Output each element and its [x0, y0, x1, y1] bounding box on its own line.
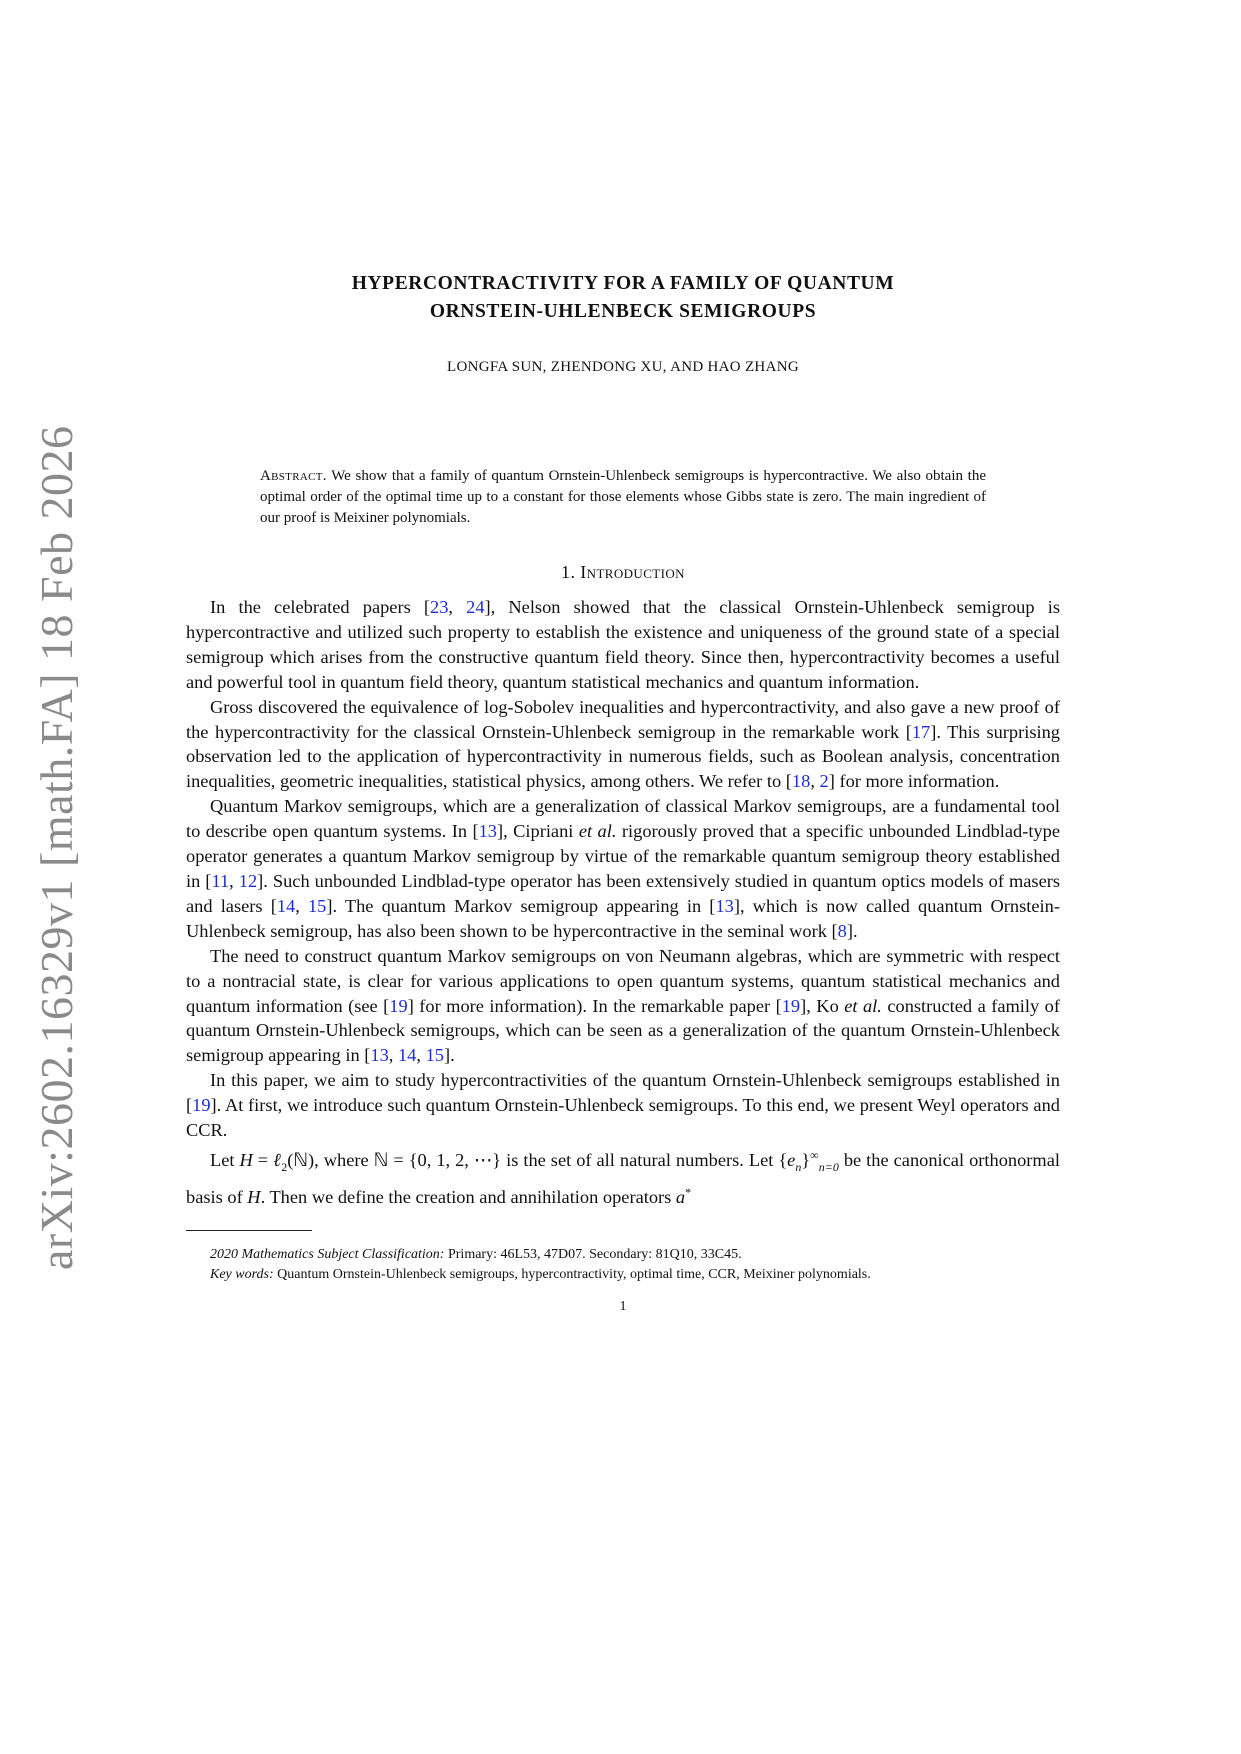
- paragraph-3: Quantum Markov semigroups, which are a generalization of classical Markov semigroups, are a fundamental tool to describe open quantum systems. In [13], Cipriani et al. rigorously proved that a specific unbounded Lindblad-type operator generates a quantum Markov semigroup by virtue of the remarkable quantum semigroup theory established in [11, 12]. Such unbounded Lindblad-type operator has been extensively studied in quantum optics models of masers and lasers [14, 15]. The quantum Markov semigroup appearing in [13], which is now called quantum Ornstein-Uhlenbeck semigroup, has also been shown to be hypercontractive in the seminal work [8].: [186, 796, 1061, 941]
- citation-link[interactable]: 11: [211, 870, 230, 891]
- arxiv-identifier-stamp: arXiv:2602.16329v1 [math.FA] 18 Feb 2026: [31, 425, 82, 1270]
- paragraph-5: In this paper, we aim to study hypercontractivities of the quantum Ornstein-Uhlenbeck semigroups established in [19]. At first, we introduce such quantum Ornstein-Uhlenbeck semigroups. To this end, we present Weyl operators and CCR.: [186, 1070, 1060, 1141]
- paper-title: [186, 270, 1060, 326]
- page-number: 1: [619, 1298, 627, 1314]
- paragraph-1: In the celebrated papers [23, 24], Nelson showed that the classical Ornstein-Uhlenbeck semigroup is hypercontractive and utilized such property to establish the existence and uniqueness of the ground state of a special semigroup which arises from the constructive quantum field theory. Since then, hypercontractivity becomes a useful and powerful tool in quantum field theory, quantum statistical mechanics and quantum information.: [186, 597, 1060, 692]
- abstract-text: We show that a family of quantum Ornstein-Uhlenbeck semigroups is hypercontractive. We also obtain the optimal order of the optimal time up to a constant for those elements whose Gibbs state is zero. The main ingredient of our proof is Meixiner polynomials.: [260, 468, 986, 526]
- section-number: 1.: [561, 562, 576, 582]
- citation-link[interactable]: 17: [911, 721, 931, 742]
- citation-link[interactable]: 2: [819, 771, 829, 792]
- paragraph-2: Gross discovered the equivalence of log-Sobolev inequalities and hypercontractivity, and also gave a new proof of the hypercontractivity for the classical Ornstein-Uhlenbeck semigroup in the remarkable work [17]. This surprising observation led to the application of hypercontractivity in numerous fields, such as Boolean analysis, concentration inequalities, geometric inequalities, statistical physics, among others. We refer to [18, 2] for more information.: [186, 696, 1061, 792]
- citation-link[interactable]: 13: [715, 895, 734, 916]
- footnote-keywords: Key words: Quantum Ornstein-Uhlenbeck semigroups, hypercontractivity, optimal time, CCR, Meixiner polynomials.: [210, 1266, 871, 1282]
- citation-link[interactable]: 12: [238, 870, 258, 891]
- section-title: Introduction: [580, 562, 685, 582]
- citation-link[interactable]: 18: [791, 771, 811, 792]
- citation-link[interactable]: 19: [389, 995, 408, 1016]
- footnote-rule: [186, 1230, 312, 1231]
- footnote-msc: 2020 Mathematics Subject Classification: Primary: 46L53, 47D07. Secondary: 81Q10, 33C45.: [210, 1246, 742, 1262]
- title-line-1: HYPERCONTRACTIVITY FOR A FAMILY OF QUANTUM: [351, 273, 895, 294]
- citation-link[interactable]: 19: [192, 1095, 211, 1116]
- author-list: LONGFA SUN, ZHENDONG XU, AND HAO ZHANG: [447, 359, 799, 375]
- paragraph-6: Let H = ℓ$_2$(ℕ), where ℕ = {0, 1, 2, ⋯} is the set of all natural numbers. Let $\{e_n\}^\infty_{n=0}$ be the canonical orthonormal basis of H. Then we define the creation and annihilation operators a*: [186, 1147, 1060, 1207]
- citation-link[interactable]: 13: [478, 821, 497, 842]
- citation-link[interactable]: 14: [397, 1045, 417, 1066]
- title-line-2: ORNSTEIN-UHLENBECK SEMIGROUPS: [429, 301, 817, 322]
- citation-link[interactable]: 24: [466, 597, 485, 617]
- abstract: [186, 466, 1060, 529]
- section-heading-introduction: [186, 562, 1060, 583]
- paragraph-4: The need to construct quantum Markov semigroups on von Neumann algebras, which are symmetric with respect to a nontracial state, is clear for various applications to open quantum systems, quantum statistical mechanics and quantum information (see [19] for more information). In the remarkable paper [19], Ko et al. constructed a family of quantum Ornstein-Uhlenbeck semigroups, which can be seen as a generalization of the quantum Ornstein-Uhlenbeck semigroup appearing in [13, 14, 15].: [186, 945, 1060, 1066]
- citation-link[interactable]: 13: [370, 1045, 389, 1066]
- citation-link[interactable]: 14: [276, 895, 296, 916]
- citation-link[interactable]: 8: [837, 920, 847, 941]
- citation-link[interactable]: 15: [425, 1045, 444, 1066]
- citation-link[interactable]: 15: [307, 895, 327, 916]
- abstract-label: Abstract.: [260, 468, 327, 484]
- paper-page: [186, 270, 1060, 1315]
- citation-link[interactable]: 23: [430, 597, 449, 617]
- citation-link[interactable]: 19: [781, 995, 801, 1016]
